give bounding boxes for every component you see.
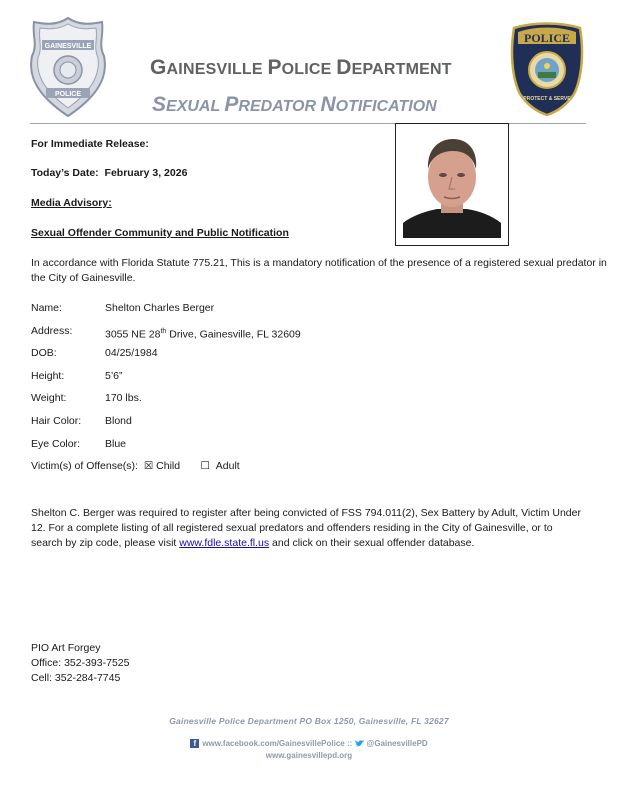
victims-label: Victim(s) of Offense(s): (31, 460, 138, 472)
weight-label: Weight: (31, 392, 67, 404)
notification-heading: Sexual Offender Community and Public Notification (31, 227, 289, 239)
adult-label: Adult (215, 460, 240, 472)
dob-value: 04/25/1984 (105, 347, 158, 359)
height-value: 5’6” (105, 370, 123, 382)
footer-social: f www.facebook.com/GainesvillePolice :: @GainesvillePD (0, 739, 618, 748)
svg-text:POLICE: POLICE (54, 91, 82, 98)
department-title: GAINESVILLE POLICE DEPARTMENT (150, 56, 452, 79)
intro-paragraph: In accordance with Florida Statute 775.21, This is a mandatory notification of the presence of a registered sexual predator in the City of Gainesville. (31, 257, 607, 284)
twitter-icon (355, 740, 365, 748)
name-label: Name: (31, 302, 62, 314)
child-label: Child (156, 460, 181, 472)
svg-text:PROTECT & SERVE: PROTECT & SERVE (523, 96, 571, 102)
details-line-2: 12. For a complete listing of all registered sexual predators and offenders residing in the City of Gainesville, or to (31, 522, 553, 534)
victims-row (31, 459, 240, 474)
fdle-link[interactable]: www.fdle.state.fl.us (179, 537, 270, 549)
svg-text:POLICE: POLICE (523, 31, 571, 45)
details-line-3: search by zip code, please visit www.fdle.state.fl.us and click on their sexual offender database. (31, 537, 475, 549)
name-value: Shelton Charles Berger (105, 302, 215, 314)
height-label: Height: (31, 370, 65, 382)
pio-name: PIO Art Forgey (31, 642, 101, 654)
gainesville-police-badge-left (28, 16, 108, 118)
address-value: 3055 NE 28th Drive, Gainesville, FL 32609 (105, 328, 301, 341)
todays-date-label: Today’s Date: (31, 167, 99, 179)
todays-date-value: February 3, 2026 (104, 167, 188, 179)
badge-right-icon (508, 22, 586, 116)
todays-date (31, 166, 187, 181)
child-checkbox[interactable]: ☒ (143, 460, 154, 472)
twitter-handle[interactable]: @GainesvillePD (366, 739, 428, 748)
adult-checkbox[interactable]: ☐ (200, 460, 210, 472)
footer-website[interactable]: www.gainesvillepd.org (265, 751, 353, 760)
address-label: Address: (31, 325, 73, 337)
offender-photo (395, 123, 509, 246)
footer-address: Gainesville Police Department PO Box 1250, Gainesville, FL 32627 (169, 716, 449, 726)
weight-value: 170 lbs. (105, 392, 142, 404)
immediate-release-label: For Immediate Release: (31, 138, 149, 150)
office-phone: Office: 352-393-7525 (31, 657, 130, 669)
media-advisory-label: Media Advisory: (31, 197, 112, 209)
notification-subtitle: SEXUAL PREDATOR NOTIFICATION (152, 93, 437, 116)
facebook-icon: f (190, 739, 199, 748)
cell-phone: Cell: 352-284-7745 (31, 672, 121, 684)
gainesville-police-badge-right (508, 22, 586, 116)
svg-text:GAINESVILLE: GAINESVILLE (44, 43, 92, 50)
details-line-1: Shelton C. Berger was required to register after being convicted of FSS 794.011(2), Sex Battery by Adult, Victim Under (31, 507, 581, 519)
facebook-link[interactable]: www.facebook.com/GainesvillePolice (202, 739, 345, 748)
dob-label: DOB: (31, 347, 57, 359)
offender-portrait (403, 131, 501, 238)
hair-color-value: Blond (105, 415, 132, 427)
eye-color-value: Blue (105, 438, 127, 450)
badge-left-icon (28, 16, 108, 118)
eye-color-label: Eye Color: (31, 438, 81, 450)
hair-color-label: Hair Color: (31, 415, 82, 427)
